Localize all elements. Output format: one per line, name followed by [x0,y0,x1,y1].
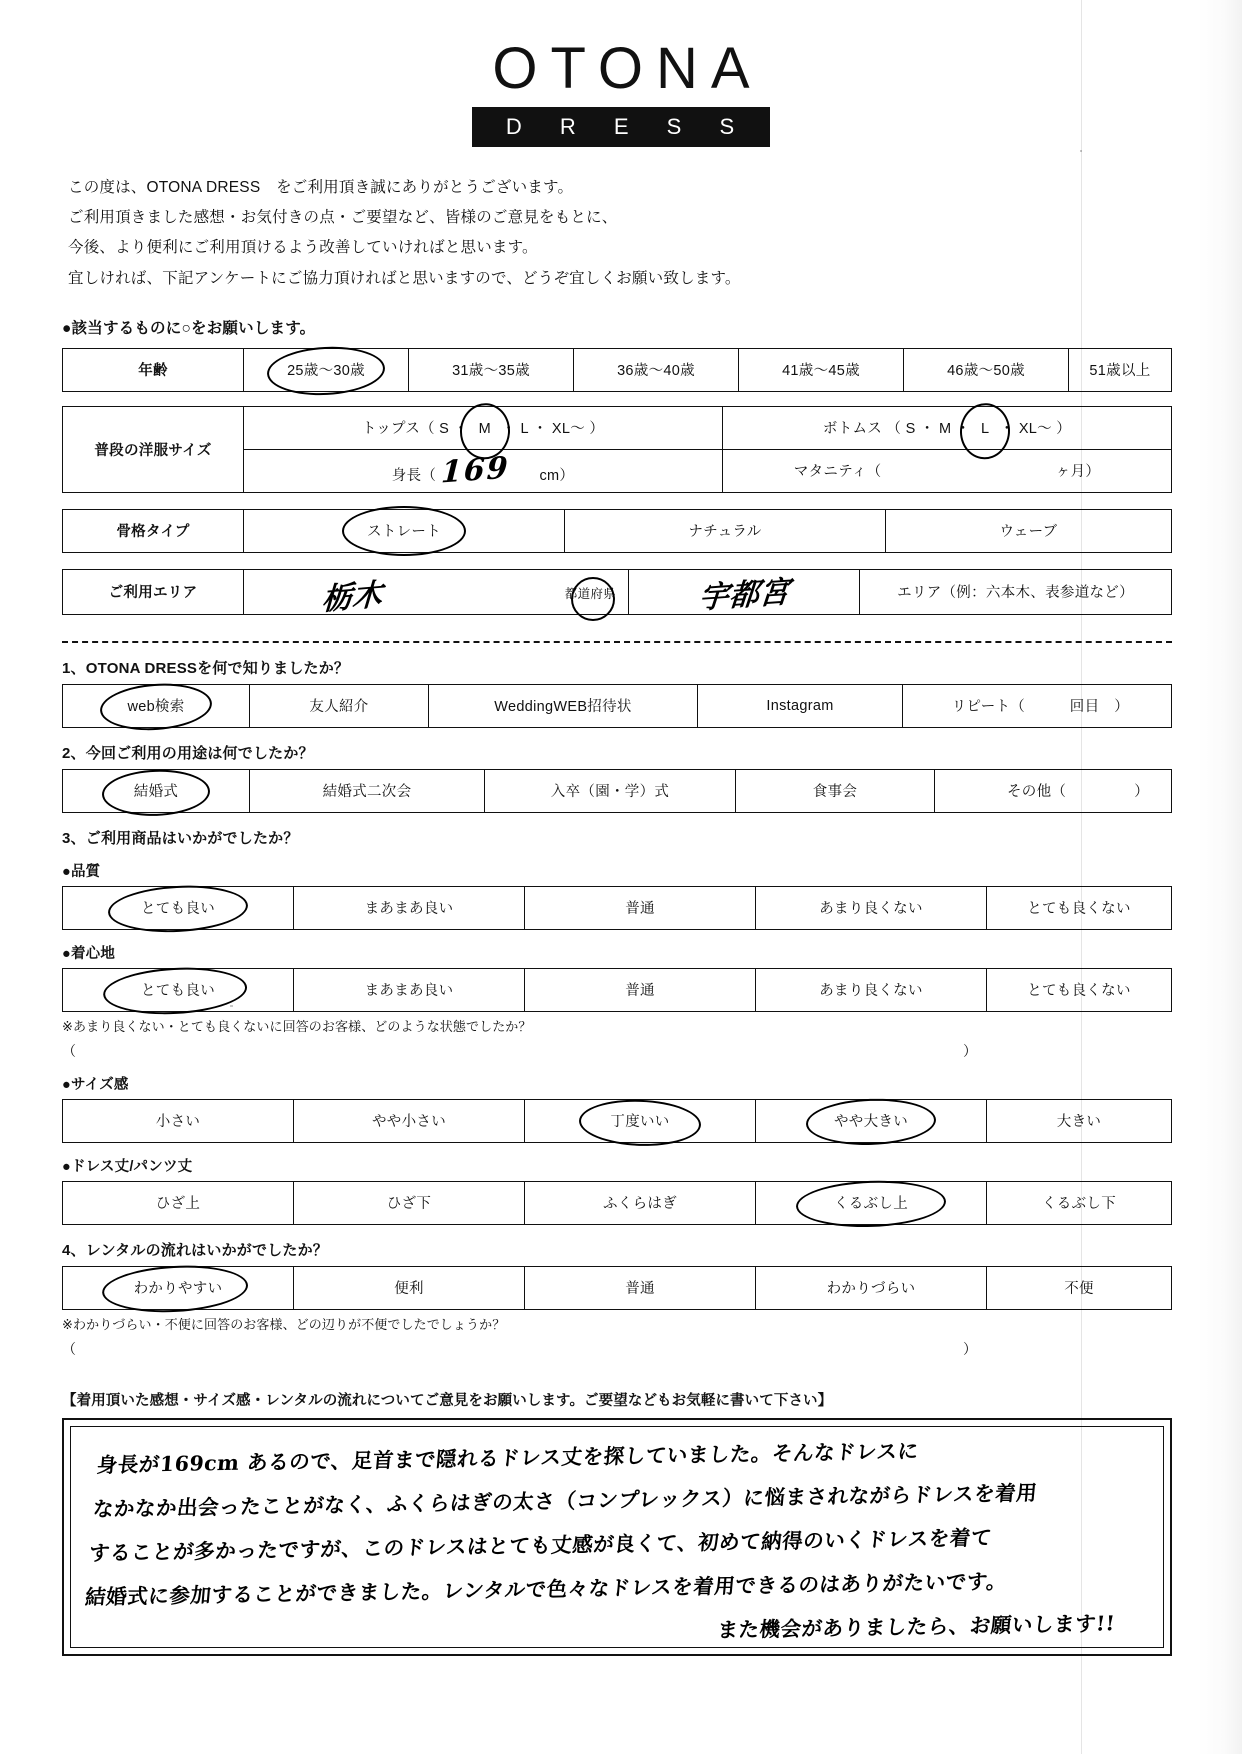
q3-comfort-answer-field[interactable] [62,1041,977,1061]
q4-option-inconvenient[interactable] [987,1266,1172,1309]
age-table [62,348,1172,392]
quality-option-fairly-good[interactable] [294,886,525,929]
bone-type-label: 骨格タイプ [63,509,244,552]
size-feel-option-just-right[interactable] [525,1099,756,1142]
q4-option-confusing[interactable] [756,1266,987,1309]
quality-option-label: とても良くない [1027,901,1131,918]
comfort-option-label: まあまあ良い [364,983,454,1000]
length-option-above-knee[interactable] [63,1181,294,1224]
size-feel-option-large[interactable] [987,1099,1172,1142]
intro-line-4: 宜しければ、下記アンケートにご協力頂ければと思いますので、どうぞ宜しくお願い致します。 [68,269,741,287]
q1-option-friend[interactable] [250,684,429,727]
length-option-label: くるぶし上 [834,1196,908,1213]
q1-repeat-count-label: 回目 ） [1069,699,1129,716]
size-feel-option-label: 大きい [1056,1114,1102,1131]
bone-type-option-natural[interactable] [565,509,886,552]
q2-option-label: その他（ [1006,784,1067,801]
q4-option-convenient[interactable] [294,1266,525,1309]
quality-option-label: まあまあ良い [364,901,454,918]
age-option-label: 46歳〜50歳 [947,363,1025,380]
prefecture-choices: 都道府県 [564,586,616,601]
bone-type-option-straight[interactable] [244,509,565,552]
q2-option-label: 入卒（園・学）式 [550,784,670,801]
q4-option-easy[interactable] [63,1266,294,1309]
brand-name: OTONA [492,36,763,101]
maternity-unit: ヶ月） [1055,464,1101,481]
q1-option-label: Instagram [766,697,834,714]
size-separator: ・ [919,421,935,438]
paren-close: ） [589,421,605,438]
comfort-option-very-bad[interactable] [987,968,1172,1011]
q2-option-dinner[interactable] [736,769,935,812]
quality-option-very-good[interactable] [63,886,294,929]
q2-option-label: 結婚式二次会 [322,784,412,801]
q3-comfort-label: ●着心地 [62,945,116,962]
q2-option-label: 食事会 [812,784,858,801]
paren-open: （ [62,1042,76,1059]
paren-close: ） [1056,421,1072,438]
clothing-size-table [62,406,1172,493]
q4-option-label: わかりやすい [133,1281,223,1298]
scan-speck [1080,150,1082,152]
q4-option-label: 不便 [1064,1281,1094,1298]
bottoms-size-m[interactable]: M [939,421,952,438]
size-feel-option-label: やや大きい [834,1114,908,1131]
comfort-option-label: 普通 [625,983,655,1000]
table-row [63,509,1172,552]
size-feel-option-slightly-large[interactable] [756,1099,987,1142]
city-value: 宇都宮 [696,574,791,617]
comment-line-2: なかなか出会ったことがなく、ふくらはぎの太さ（コンプレックス）に悩まされながらドレスを着用 [91,1480,1039,1522]
comment-line-5: また機会がありましたら、お願いします!! [716,1611,1117,1643]
length-option-calf[interactable] [525,1181,756,1224]
bottoms-size-xl[interactable]: XL〜 [1018,421,1052,438]
tops-size-m-label: M [478,421,492,438]
size-separator: ・ [501,421,517,438]
age-option-36-40[interactable] [574,348,739,391]
size-feel-option-label: やや小さい [372,1114,446,1131]
q4-heading: 4、レンタルの流れはいかがでしたか？ [62,1241,328,1259]
table-row [63,569,1172,614]
q4-table [62,1266,1172,1310]
tops-size-m[interactable] [473,421,497,437]
brand-logo [0,0,1242,147]
q1-option-instagram[interactable] [698,684,903,727]
quality-option-not-good[interactable] [756,886,987,929]
comment-line-1: 身長が169cm あるので、足首まで隠れるドレス丈を探していました。そんなドレスに [95,1438,920,1478]
comfort-option-label: あまり良くない [819,983,923,1000]
maternity-label: マタニティ（ [793,464,882,481]
bone-type-option-label: ナチュラル [688,524,762,541]
maternity-cell[interactable] [723,449,1172,492]
quality-option-label: 普通 [625,901,655,918]
comment-line-3: することが多かったですが、このドレスはとても丈感が良くて、初めて納得のいくドレスを着て [88,1525,994,1566]
q3-quality-label: ●品質 [62,863,101,880]
comfort-option-label: とても良い [141,983,215,1000]
q1-option-label: リピート（ [951,699,1026,716]
table-row [63,1099,1172,1142]
bottoms-size-l[interactable] [975,421,995,437]
comment-box[interactable] [62,1418,1172,1656]
length-option-label: ひざ下 [386,1196,432,1213]
height-label: 身長（ [391,468,437,485]
height-unit: cm） [539,468,575,485]
paren-close: ） [963,1042,977,1059]
height-cell[interactable] [244,449,723,492]
q3-quality-table [62,886,1172,930]
q2-option-after-party[interactable] [250,769,485,812]
bone-type-option-label: ウェーブ [999,524,1058,541]
q4-answer-field[interactable] [62,1339,977,1359]
q1-heading: 1、OTONA DRESSを何で知りましたか？ [62,659,350,677]
q3-comfort-table [62,968,1172,1012]
tops-size-l[interactable]: L [520,421,529,438]
quality-option-label: あまり良くない [819,901,923,918]
q2-other-close-paren: ） [1134,784,1149,801]
size-feel-option-slightly-small[interactable] [294,1099,525,1142]
comfort-option-not-good[interactable] [756,968,987,1011]
bone-type-option-wave[interactable] [886,509,1172,552]
size-separator: ・ [453,421,469,438]
age-option-label: 36歳〜40歳 [617,363,695,380]
q2-table [62,769,1172,813]
length-option-above-ankle[interactable] [756,1181,987,1224]
comment-line-4: 結婚式に参加することができました。レンタルで色々なドレスを着用できるのはありがたいです。 [84,1569,1009,1610]
comfort-option-fairly-good[interactable] [294,968,525,1011]
table-row [63,769,1172,812]
age-option-51-plus[interactable] [1069,348,1172,391]
comfort-option-very-good[interactable] [63,968,294,1011]
q3-length-table [62,1181,1172,1225]
area-table [62,569,1172,618]
tops-size-xl[interactable]: XL〜 [551,421,586,438]
table-row [63,968,1172,1011]
age-option-25-30[interactable] [244,348,409,391]
tops-size-s[interactable]: S [439,421,450,438]
section-divider [62,641,1172,643]
q3-size-feel-table [62,1099,1172,1143]
q1-option-wedding-web[interactable] [429,684,698,727]
bottoms-label: ボトムス （ [822,421,902,438]
age-option-label: 31歳〜35歳 [452,363,530,380]
q3-comfort-note: ※あまり良くない・とても良くないに回答のお客様、どのような状態でしたか？ [62,1018,532,1034]
prefecture-value: 栃木 [321,577,384,618]
comfort-option-label: とても良くない [1027,983,1131,1000]
q2-option-wedding[interactable] [63,769,250,812]
length-option-label: くるぶし下 [1042,1196,1116,1213]
instruction-text: ●該当するものに○をお願いします。 [62,319,316,337]
size-separator: ・ [955,421,971,438]
length-option-below-ankle[interactable] [987,1181,1172,1224]
bone-type-table [62,509,1172,553]
paren-open: （ [62,1340,76,1357]
table-row [63,684,1172,727]
tops-size-cell[interactable] [244,406,723,449]
length-option-label: ふくらはぎ [603,1196,677,1213]
q3-heading: 3、ご利用商品はいかがでしたか？ [62,829,299,847]
comfort-option-normal[interactable] [525,968,756,1011]
age-option-label: 51歳以上 [1089,363,1151,380]
area-hint: エリア（例：六本木、表参道など） [860,569,1172,614]
intro-line-2: ご利用頂きました感想・お気付きの点・ご要望など、皆様のご意見をもとに、 [68,209,618,227]
paren-close: ） [963,1340,977,1357]
q2-option-ceremony[interactable] [485,769,736,812]
area-label: ご利用エリア [63,569,244,614]
q2-option-label: 結婚式 [133,784,179,801]
length-option-below-knee[interactable] [294,1181,525,1224]
size-feel-option-label: 丁度いい [610,1114,670,1131]
age-option-31-35[interactable] [409,348,574,391]
q4-option-label: 便利 [394,1281,424,1298]
age-option-41-45[interactable] [739,348,904,391]
quality-option-very-bad[interactable] [987,886,1172,929]
bottoms-size-cell[interactable] [723,406,1172,449]
age-option-label: 41歳〜45歳 [782,363,860,380]
q4-option-normal[interactable] [525,1266,756,1309]
tops-label: トップス（ [361,421,435,438]
prefecture-cell[interactable] [244,569,629,618]
clothing-size-label: 普段の洋服サイズ [63,406,244,492]
q3-length-label: ●ドレス丈/パンツ丈 [62,1158,193,1175]
size-feel-option-label: 小さい [155,1114,201,1131]
age-label: 年齢 [63,348,244,391]
q4-option-label: わかりづらい [826,1281,916,1298]
intro-line-1: この度は、OTONA DRESS をご利用頂き誠にありがとうございます。 [68,179,574,196]
q3-size-feel-label: ●サイズ感 [62,1076,129,1093]
table-row [63,1181,1172,1224]
table-row [63,1266,1172,1309]
quality-option-normal[interactable] [525,886,756,929]
size-separator: ・ [532,421,548,438]
intro-line-3: 今後、より便利にご利用頂けるよう改善していければと思います。 [68,239,538,257]
bottoms-size-s[interactable]: S [905,421,916,438]
length-option-label: ひざ上 [155,1196,201,1213]
size-separator: ・ [999,421,1015,438]
table-row [63,406,1172,449]
age-option-46-50[interactable] [904,348,1069,391]
q4-note: ※わかりづらい・不便に回答のお客様、どの辺りが不便でしたでしょうか？ [62,1316,506,1332]
age-option-label: 25歳〜30歳 [287,363,365,380]
comment-handwriting [79,1425,1162,1656]
table-row [63,348,1172,391]
brand-subtitle: D R E S S [472,107,770,147]
q2-option-other[interactable] [935,769,1172,812]
q2-heading: 2、今回ご利用の用途は何でしたか？ [62,744,314,762]
intro-paragraph [68,173,1158,294]
q4-option-label: 普通 [625,1281,655,1298]
q1-table [62,684,1172,728]
size-feel-option-small[interactable] [63,1099,294,1142]
bone-type-option-label: ストレート [367,524,441,541]
height-value: 169 [439,450,510,491]
q1-option-repeat[interactable] [903,684,1172,727]
comment-section-title: 【着用頂いた感想・サイズ感・レンタルの流れについてご意見をお願いします。ご要望などもお気軽に書いて下さい】 [62,1392,833,1409]
q1-option-web-search[interactable] [63,684,250,727]
city-cell[interactable] [629,569,860,617]
q1-option-label: web検索 [127,699,185,716]
bottoms-size-l-label: L [980,421,990,438]
table-row [63,886,1172,929]
quality-option-label: とても良い [141,901,215,918]
q1-option-label: 友人紹介 [309,699,369,716]
q1-option-label: WeddingWEB招待状 [494,699,632,716]
